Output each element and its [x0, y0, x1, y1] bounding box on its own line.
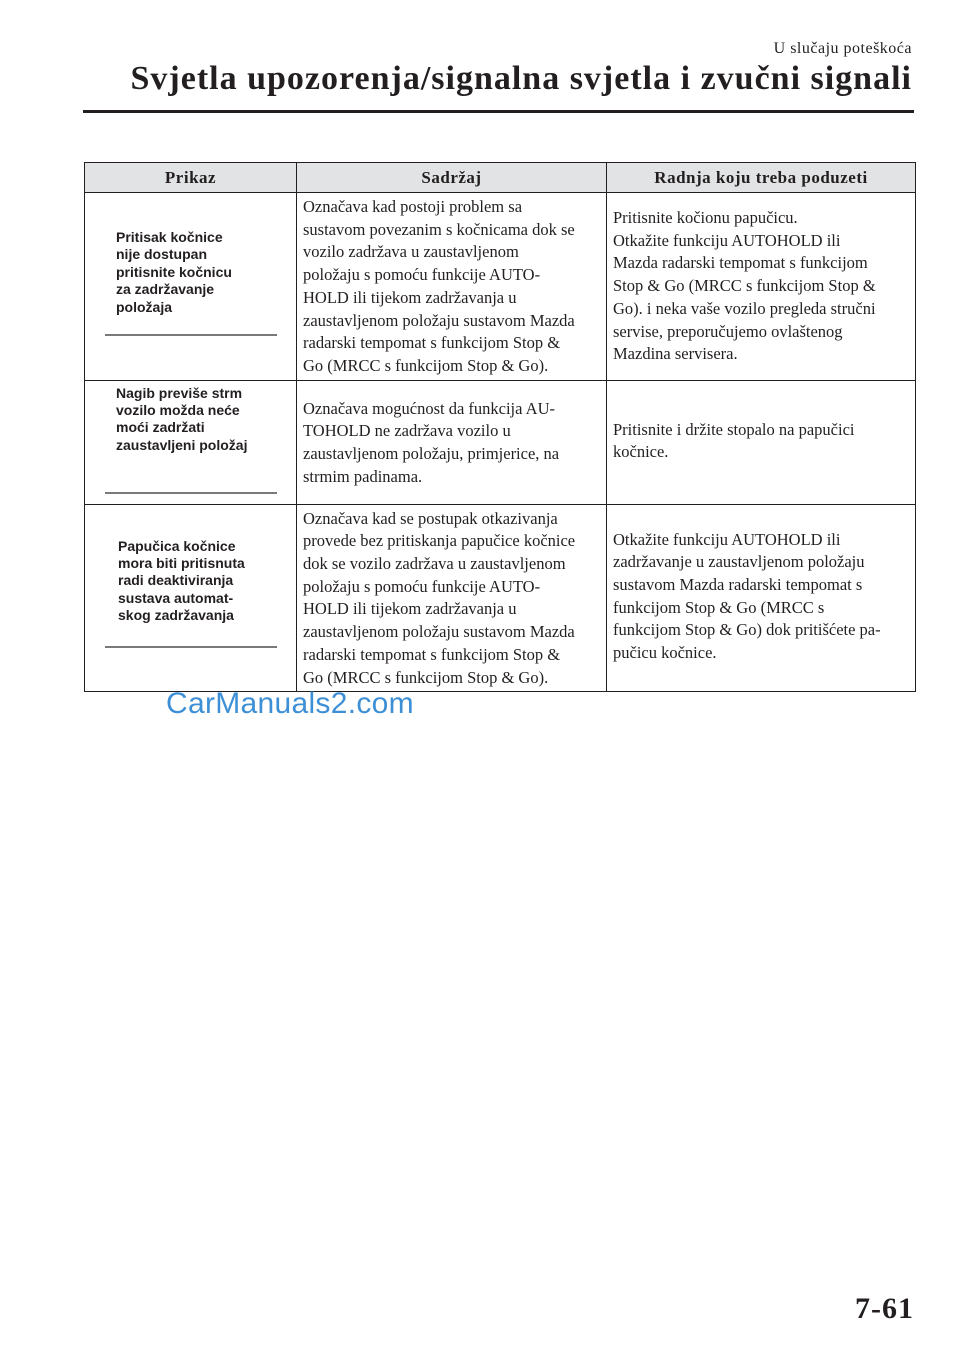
column-header-action: Radnja koju treba poduzeti [607, 163, 916, 193]
display-underline [105, 492, 277, 494]
warning-lights-table [84, 162, 916, 692]
display-cell [85, 193, 297, 381]
page-number: 7-61 [855, 1292, 914, 1325]
content-cell: Označava kad postoji problem sa sustavom povezanim s kočnicama dok se vozilo zadržava u zaustavljenom položaju s pomoću funkcije AUTO- HOLD ili tijekom zadržavanja u zaustavljenom položaju sustavom Mazda radarski tempomat s funkcijom Stop & Go (MRCC s funkcijom Stop & Go). [297, 193, 607, 381]
column-header-display: Prikaz [85, 163, 297, 193]
watermark-logo[interactable]: CarManuals2.com [166, 687, 414, 720]
table-row [85, 380, 916, 504]
display-underline [105, 334, 277, 336]
action-cell: Pritisnite kočionu papučicu. Otkažite funkciju AUTOHOLD ili Mazda radarski tempomat s funkcijom Stop & Go (MRCC s funkcijom Stop & Go). i neka vaše vozilo pregleda stručni servise, preporučujemo ovlaštenog Mazdina servisera. [607, 193, 916, 381]
title-divider [83, 110, 914, 113]
table-header-row [85, 163, 916, 193]
display-underline [105, 646, 277, 648]
action-cell: Pritisnite i držite stopalo na papučici kočnice. [607, 380, 916, 504]
action-cell: Otkažite funkciju AUTOHOLD ili zadržavanje u zaustavljenom položaju sustavom Mazda radarski tempomat s funkcijom Stop & Go (MRCC s funkcijom Stop & Go) dok pritišćete pa- pučicu kočnice. [607, 504, 916, 692]
table-row [85, 504, 916, 692]
display-message: Papučica kočnice mora biti pritisnuta radi deaktiviranja sustava automat- skog zadržavanja [118, 537, 245, 624]
column-header-content: Sadržaj [297, 163, 607, 193]
page-title: Svjetla upozorenja/signalna svjetla i zvučni signali [130, 60, 912, 97]
table-row [85, 193, 916, 381]
display-message: Pritisak kočnice nije dostupan pritisnite kočnicu za zadržavanje položaja [116, 229, 232, 315]
section-label: U slučaju poteškoća [773, 40, 912, 57]
content-cell: Označava mogućnost da funkcija AU- TOHOLD ne zadržava vozilo u zaustavljenom položaju, primjerice, na strmim padinama. [297, 380, 607, 504]
display-cell [85, 380, 297, 504]
display-message: Nagib previše strm vozilo možda neće moći zadržati zaustavljeni položaj [116, 384, 248, 453]
display-cell [85, 504, 297, 692]
content-cell: Označava kad se postupak otkazivanja provede bez pritiskanja papučice kočnice dok se vozilo zadržava u zaustavljenom položaju s pomoću funkcije AUTO- HOLD ili tijekom zadržavanja u zaustavljenom položaju sustavom Mazda radarski tempomat s funkcijom Stop & Go (MRCC s funkcijom Stop & Go). [297, 504, 607, 692]
